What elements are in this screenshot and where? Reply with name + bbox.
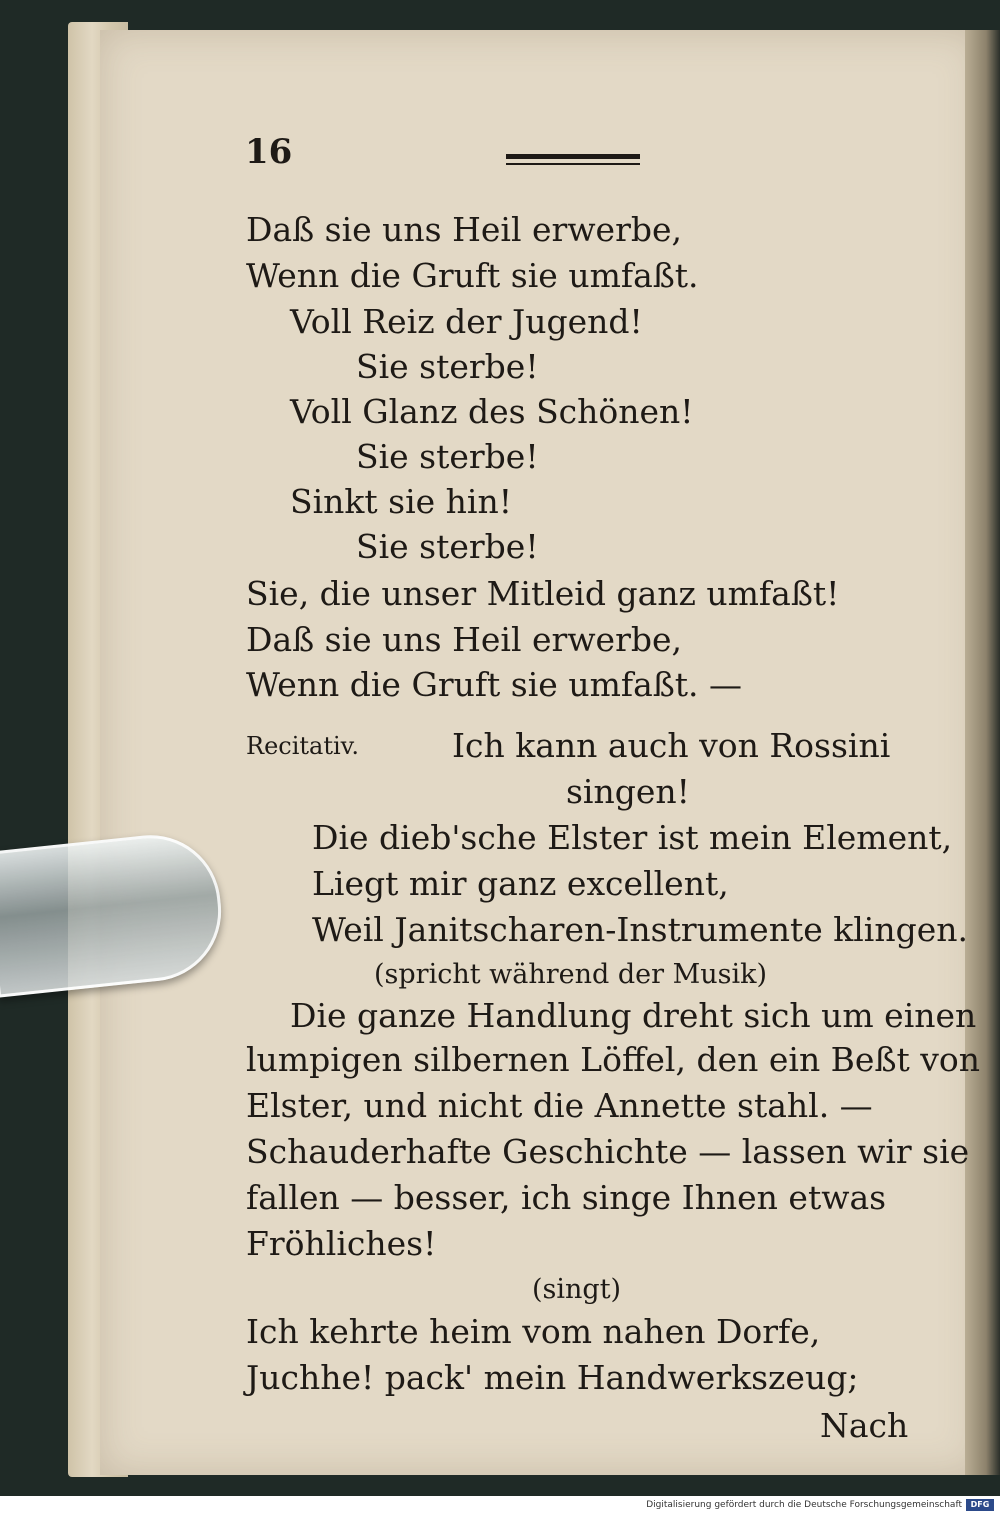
recitativ-line: Die dieb'sche Elster ist mein Element, [312, 818, 953, 857]
catchword: Nach [820, 1406, 909, 1445]
song-line: Juchhe! pack' mein Handwerkszeug; [246, 1358, 859, 1397]
verse-line: Sie sterbe! [356, 527, 539, 566]
prose-line: fallen — besser, ich singe Ihnen etwas [246, 1178, 887, 1217]
prose-line: Die ganze Handlung dreht sich um einen [290, 996, 977, 1035]
prose-line: lumpigen silbernen Löffel, den ein Beßt von [246, 1040, 981, 1079]
recitativ-line: Ich kann auch von Rossini [452, 726, 891, 765]
digitization-credit: Digitalisierung gefördert durch die Deutsche Forschungsgemeinschaft [646, 1500, 962, 1510]
recitativ-line: singen! [566, 772, 690, 811]
verse-line: Wenn die Gruft sie umfaßt. [246, 256, 699, 295]
stage-direction: (singt) [532, 1274, 622, 1305]
verse-line: Sie, die unser Mitleid ganz umfaßt! [246, 574, 840, 613]
verse-line: Sie sterbe! [356, 437, 539, 476]
gutter-shadow [965, 30, 1000, 1475]
header-rule-thin [506, 163, 640, 165]
verse-line: Daß sie uns Heil erwerbe, [246, 210, 683, 249]
stage-direction: (spricht während der Musik) [374, 959, 768, 990]
header-rule [506, 154, 640, 159]
verse-line: Voll Glanz des Schönen! [290, 392, 694, 431]
page-number: 16 [245, 132, 293, 172]
recitativ-line: Liegt mir ganz excellent, [312, 864, 729, 903]
song-line: Ich kehrte heim vom nahen Dorfe, [246, 1312, 821, 1351]
prose-line: Schauderhafte Geschichte — lassen wir sie [246, 1132, 970, 1171]
recitativ-line: Weil Janitscharen-Instrumente klingen. [312, 910, 969, 949]
verse-line: Sinkt sie hin! [290, 482, 512, 521]
verse-line: Daß sie uns Heil erwerbe, [246, 620, 683, 659]
recitativ-label: Recitativ. [246, 732, 360, 760]
prose-line: Fröhliches! [246, 1224, 437, 1263]
dfg-logo: DFG [966, 1499, 994, 1511]
verse-line: Voll Reiz der Jugend! [290, 302, 643, 341]
verse-line: Wenn die Gruft sie umfaßt. — [246, 665, 743, 704]
prose-line: Elster, und nicht die Annette stahl. — [246, 1086, 873, 1125]
verse-line: Sie sterbe! [356, 347, 539, 386]
